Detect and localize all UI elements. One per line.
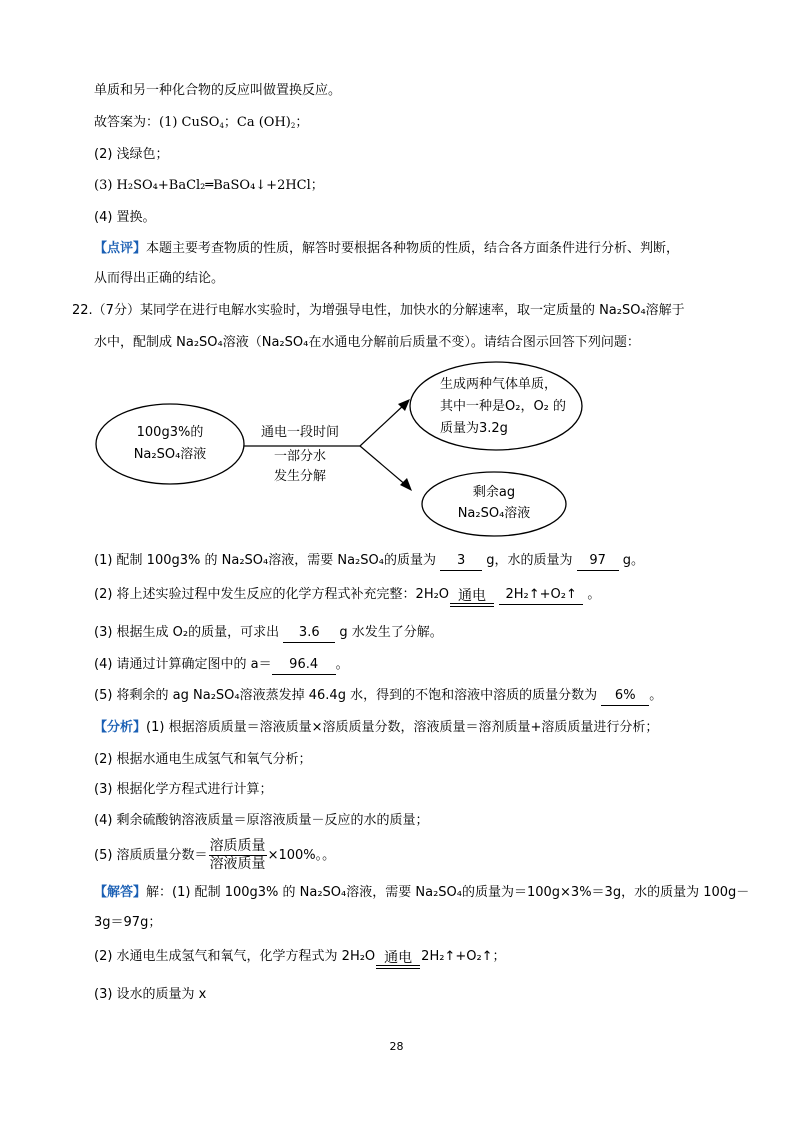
answer-summary-a: 故答案为：(1) CuSO (94, 115, 220, 130)
sub-question-2-text: (2) 将上述实验过程中发生反应的化学方程式补充完整：2H₂O (94, 587, 450, 602)
answer-summary (94, 114, 308, 135)
text-line: (4) 剩余硫酸钠溶液质量＝原溶液质量－反应的水的质量； (94, 813, 429, 828)
arrow-label-top: 通电一段时间 (260, 425, 340, 440)
text-line: (3) 设水的质量为 x (94, 987, 207, 1002)
comment-text: 本题主要考查物质的性质，解答时要根据各种物质的性质，结合各方面条件进行分析、判断， (146, 241, 680, 256)
sub-question-1-text: g，水的质量为 (486, 553, 573, 568)
subscript: 4 (219, 122, 224, 130)
bottom-right-line2: Na₂SO₄溶液 (457, 506, 531, 521)
sub-question-5-text: (5) 将剩余的 ag Na₂SO₄溶液蒸发掉 46.4g 水，得到的不饱和溶液中溶质的质量分数为 (94, 688, 598, 703)
left-ellipse-line1: 100g3%的 (136, 425, 204, 440)
answer-tag: 【解答】 (94, 885, 147, 900)
analysis-text: (5) 溶质质量分数＝ (94, 848, 208, 863)
electrolysis-diagram (0, 360, 793, 545)
text-line: 单质和另一种化合物的反应叫做置换反应。 (94, 83, 342, 98)
sub-question-2 (94, 586, 600, 607)
answer-line (94, 884, 749, 902)
mass-fraction-formula (209, 838, 267, 873)
answer-text: 2H₂↑+O₂↑； (421, 949, 506, 964)
condition-label: 通电 (384, 950, 413, 966)
answer-summary-b: ；Ca (OH) (223, 115, 291, 130)
arrow-down-head (400, 478, 412, 491)
sub-question-4 (94, 656, 349, 675)
text-line: (4) 置换。 (94, 210, 156, 225)
question-22-line1: 22.（7分）某同学在进行电解水实验时，为增强导电性，加快水的分解速率，取一定质量的 Na₂SO₄溶解于 (72, 303, 685, 318)
arrow-down-line (360, 446, 407, 486)
arrow-label-mid: 一部分水 (273, 449, 327, 464)
answer-blank: 3 (440, 552, 482, 571)
sub-question-1-text: (1) 配制 100g3% 的 Na₂SO₄溶液，需要 Na₂SO₄的质量为 (94, 553, 436, 568)
sub-question-4-text: (4) 请通过计算确定图中的 a＝ (94, 657, 272, 672)
top-right-line1: 生成两种气体单质， (440, 377, 558, 392)
top-right-line3: 质量为3.2g (440, 421, 508, 436)
comment-tag: 【点评】 (94, 241, 147, 256)
equation-line: (3) H₂SO₄+BaCl₂═BaSO₄↓+2HCl； (94, 178, 324, 193)
analysis-text: (1) 根据溶质质量＝溶液质量×溶质质量分数，溶液质量＝溶剂质量+溶质质量进行分析； (146, 720, 659, 735)
arrow-up-line (360, 404, 405, 446)
left-ellipse (96, 404, 244, 484)
answer-blank: 3.6 (283, 624, 335, 643)
page-number: 28 (389, 1040, 404, 1053)
answer-blank: 97 (577, 552, 619, 571)
answer-blank: 96.4 (272, 656, 336, 675)
sub-question-3-text: g 水发生了分解。 (339, 625, 443, 640)
question-22-line2: 水中，配制成 Na₂SO₄溶液（Na₂SO₄在水通电分解前后质量不变）。请结合图示回答下列问题： (94, 335, 640, 350)
answer-blank: 6% (601, 687, 649, 706)
bottom-right-ellipse (422, 472, 566, 536)
top-right-line2: 其中一种是O₂，O₂ 的 (440, 399, 567, 414)
analysis-fraction-line (94, 838, 335, 874)
left-ellipse-line2: Na₂SO₄溶液 (133, 447, 207, 462)
text-line: 3g＝97g； (94, 915, 162, 930)
bottom-right-line1: 剩余ag (472, 485, 516, 500)
analysis-text: ×100%。。 (267, 848, 336, 863)
answer-text: (2) 水通电生成氢气和氧气，化学方程式为 2H₂O (94, 949, 376, 964)
sub-question-4-text: 。 (335, 657, 349, 672)
text-line: 从而得出正确的结论。 (94, 271, 225, 286)
analysis-tag: 【分析】 (94, 720, 147, 735)
text-line: (3) 根据化学方程式进行计算； (94, 782, 273, 797)
answer-blank: 2H₂↑+O₂↑ (499, 586, 583, 605)
answer-text: 解：(1) 配制 100g3% 的 Na₂SO₄溶液，需要 Na₂SO₄的质量为＝100g×3%＝3g，水的质量为 100g－ (146, 885, 750, 900)
text-line: (2) 根据水通电生成氢气和氧气分析； (94, 752, 312, 767)
arrow-label-bot: 发生分解 (273, 469, 327, 484)
fraction-numerator: 溶质质量 (209, 838, 266, 854)
answer-equation-line (94, 948, 506, 969)
sub-question-3 (94, 624, 443, 643)
reaction-condition (450, 589, 494, 607)
text-line: (2) 浅绿色； (94, 147, 169, 162)
sub-question-3-text: (3) 根据生成 O₂的质量，可求出 (94, 625, 280, 640)
analysis-line (94, 719, 658, 737)
condition-label: 通电 (458, 588, 487, 604)
reaction-condition (376, 951, 420, 969)
sub-question-2-text: 。 (587, 587, 601, 602)
comment-line (94, 240, 679, 258)
answer-summary-c: ； (295, 115, 309, 130)
sub-question-5-text: 。 (649, 688, 663, 703)
subscript: 2 (290, 122, 296, 130)
fraction-denominator: 溶液质量 (209, 856, 266, 872)
sub-question-1 (94, 552, 644, 571)
sub-question-5 (94, 687, 662, 706)
sub-question-1-text: g。 (622, 553, 645, 568)
